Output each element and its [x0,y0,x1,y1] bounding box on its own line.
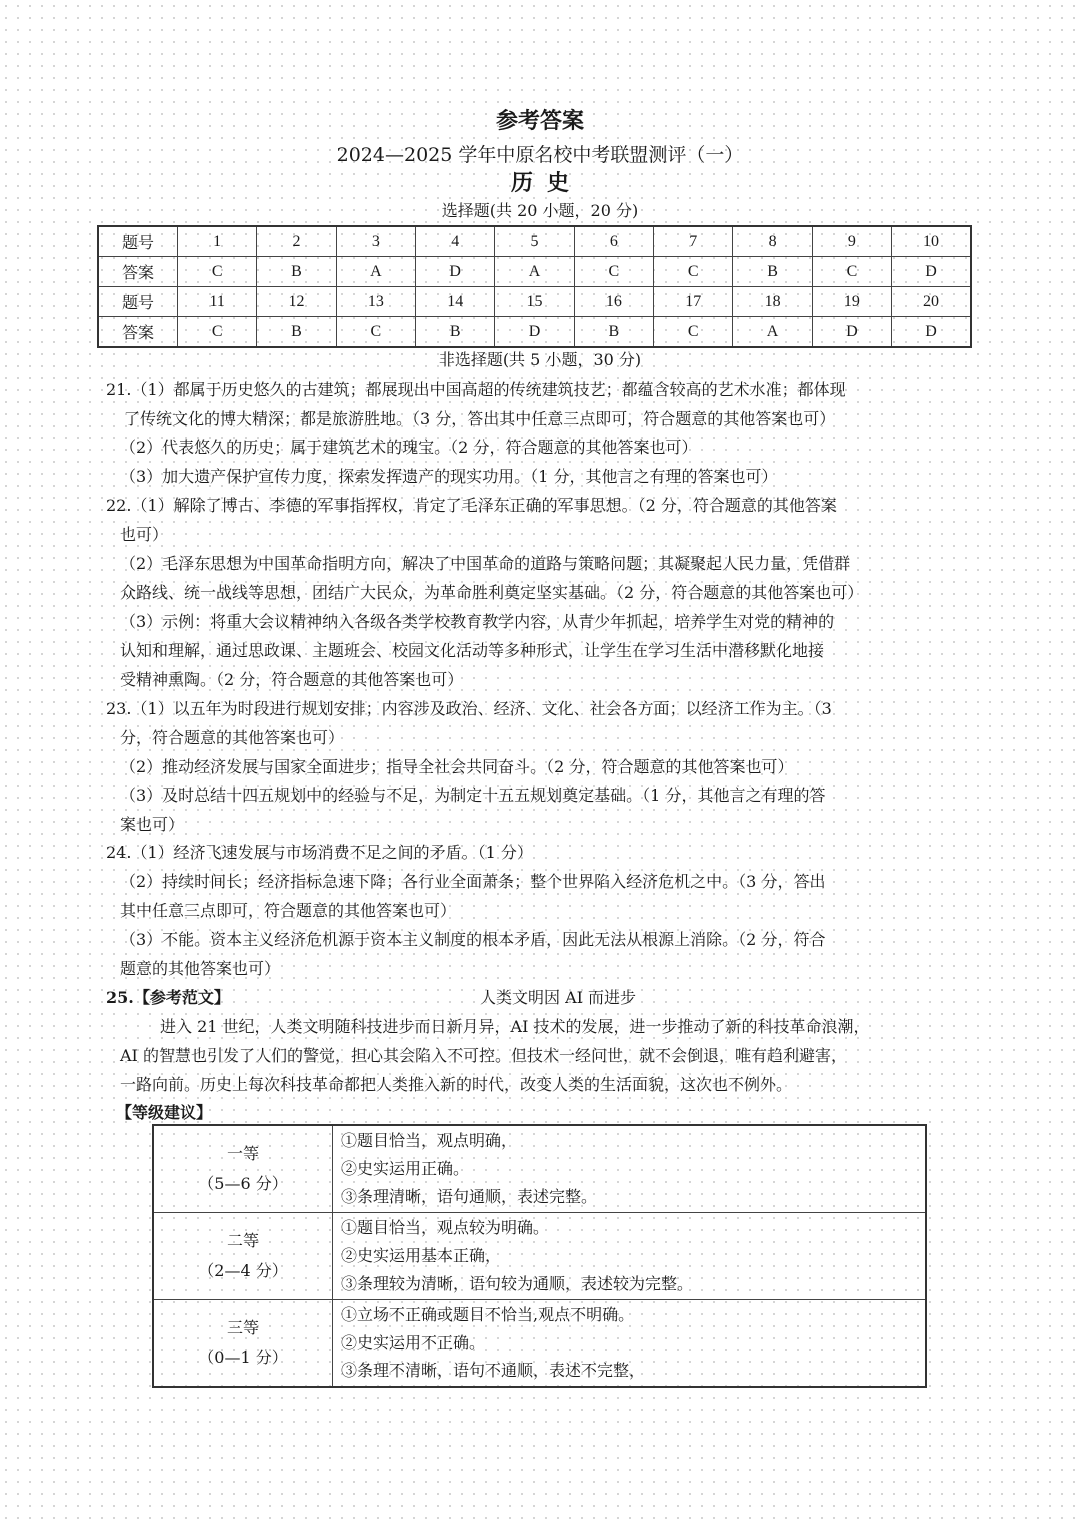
question-number: 19 [812,287,891,317]
answer-cell: B [416,317,495,348]
answer-line: 22.（1）解除了博古、李德的军事指挥权，肯定了毛泽东正确的军事思想。（2 分，符合题意的其他答案 [106,496,837,515]
answer-line: 案也可） [120,815,185,834]
exam-name: 2024—2025 学年中原名校中考联盟测评（一） [336,144,744,166]
criterion: ①立场不正确或题目不恰当,观点不明确。 [341,1305,635,1324]
row-label: 题号 [98,287,178,317]
answer-cell: D [495,317,574,348]
answer-cell: C [178,257,257,287]
answer-line: 其中任意三点即可，符合题意的其他答案也可） [120,901,457,920]
grade-range: （0—1 分） [198,1348,288,1367]
answer-line: 了传统文化的博大精深；都是旅游胜地。（3 分，答出其中任意三点即可，符合题意的其他答案也可） [124,409,836,428]
question-number: 18 [733,287,812,317]
answer-cell: D [892,257,971,287]
row-label: 题号 [98,226,178,257]
question-number: 16 [574,287,653,317]
answer-cell: B [257,257,336,287]
grading-table [152,1124,927,1388]
essay-line: 一路向前。历史上每次科技革命都把人类推入新的时代，改变人类的生活面貌，这次也不例外。 [120,1075,793,1094]
answer-line: （2）持续时间长；经济指标急速下降；各行业全面萧条；整个世界陷入经济危机之中。（3 分，答出 [120,872,826,891]
grade-criteria-cell [333,1125,927,1213]
question-number: 5 [495,226,574,257]
answer-cell: B [733,257,812,287]
answer-cell: C [336,317,415,348]
grade-row-2 [153,1213,926,1300]
question-number: 15 [495,287,574,317]
grade-level-cell [153,1300,333,1388]
grade-heading: 【等级建议】 [116,1103,213,1122]
answer-cell: C [574,257,653,287]
criterion: ①题目恰当，观点较为明确。 [341,1218,550,1237]
answer-line: 也可） [120,525,169,544]
answer-line: 23.（1）以五年为时段进行规划安排；内容涉及政治、经济、文化、社会各方面；以经济工作为主。（3 [106,699,832,718]
criterion: ①题目恰当，观点明确， [341,1131,518,1150]
answer-cell: C [654,257,733,287]
answer-line: （3）示例：将重大会议精神纳入各级各类学校教育教学内容，从青少年抓起，培养学生对党的精神的 [120,612,835,631]
grade-criteria-cell [333,1300,927,1388]
answer-line: 认知和理解，通过思政课、主题班会、校园文化活动等多种形式，让学生在学习生活中潜移默化地接 [120,641,825,660]
question-number: 12 [257,287,336,317]
grade-range: （2—4 分） [198,1261,288,1280]
grade-row-1 [153,1125,926,1213]
question-number: 1 [178,226,257,257]
answer-cell: D [812,317,891,348]
answer-line: 分，符合题意的其他答案也可） [120,728,345,747]
grade-level: 二等 [226,1231,259,1250]
question-number: 20 [892,287,971,317]
criterion: ②史实运用不正确。 [341,1333,486,1352]
grade-level: 一等 [226,1144,259,1163]
grade-level-cell [153,1213,333,1300]
question-number: 4 [416,226,495,257]
answer-cell: C [654,317,733,348]
row-label: 答案 [98,257,178,287]
essay-line: AI 的智慧也引发了人们的警觉，担心其会陷入不可控。但技术一经问世，就不会倒退，唯有趋利避害， [120,1046,847,1065]
doc-title: 参考答案 [495,108,584,134]
answer-line: 21.（1）都属于历史悠久的古建筑；都展现出中国高超的传统建筑技艺；都蕴含较高的艺术水准；都体现 [106,380,846,399]
table-row-answers-1 [98,257,971,287]
grade-level-cell [153,1125,333,1213]
answer-cell: D [416,257,495,287]
criterion: ②史实运用正确。 [341,1159,470,1178]
criterion: ③条理清晰，语句通顺，表述完整。 [341,1187,598,1206]
answer-line: 题意的其他答案也可） [120,959,281,978]
grade-row-3 [153,1300,926,1388]
answer-cell: B [574,317,653,348]
criterion: ③条理不清晰，语句不通顺，表述不完整， [341,1361,646,1380]
mc-heading: 选择题(共 20 小题，20 分) [441,201,639,220]
table-row-numbers-2 [98,287,971,317]
table-row-numbers-1 [98,226,971,257]
question-number: 13 [336,287,415,317]
question-number: 6 [574,226,653,257]
answer-cell: A [733,317,812,348]
answer-cell: C [178,317,257,348]
answer-line: （3）不能。资本主义经济危机源于资本主义制度的根本矛盾，因此无法从根源上消除。（2 分，符合 [120,930,826,949]
answer-cell: C [812,257,891,287]
question-number: 17 [654,287,733,317]
answer-cell: A [336,257,415,287]
answer-line: （2）推动经济发展与国家全面进步；指导全社会共同奋斗。（2 分，符合题意的其他答案也可） [120,757,794,776]
multiple-choice-answer-table [97,225,972,348]
answer-line: 受精神熏陶。（2 分，符合题意的其他答案也可） [120,670,464,689]
criterion: ③条理较为清晰，语句较为通顺，表述较为完整。 [341,1274,694,1293]
row-label: 答案 [98,317,178,348]
subject-title: 历史 [510,170,583,196]
essay-title: 人类文明因 AI 而进步 [480,988,637,1007]
grade-level: 三等 [226,1318,259,1337]
answer-cell: D [892,317,971,348]
essay-line: 进入 21 世纪，人类文明随科技进步而日新月异，AI 技术的发展，进一步推动了新的科技革命浪潮， [160,1017,870,1036]
reference-essay-label: 25.【参考范文】 [106,988,230,1007]
question-number: 11 [178,287,257,317]
answer-line: 众路线、统一战线等思想，团结广大民众，为革命胜利奠定坚实基础。（2 分，符合题意的其他答案也可） [120,583,864,602]
question-number: 3 [336,226,415,257]
answer-line: （2）代表悠久的历史；属于建筑艺术的瑰宝。（2 分，符合题意的其他答案也可） [120,438,698,457]
table-row-answers-2 [98,317,971,348]
question-number: 2 [257,226,336,257]
answer-cell: A [495,257,574,287]
answer-line: （3）加大遗产保护宣传力度，探索发挥遗产的现实功用。（1 分，其他言之有理的答案也可） [120,467,778,486]
question-number: 10 [892,226,971,257]
grade-range: （5—6 分） [198,1174,288,1193]
question-number: 7 [654,226,733,257]
criterion: ②史实运用基本正确， [341,1246,502,1265]
question-number: 8 [733,226,812,257]
non-mc-heading: 非选择题(共 5 小题，30 分) [438,350,642,369]
question-number: 14 [416,287,495,317]
answer-cell: B [257,317,336,348]
question-number: 9 [812,226,891,257]
answer-line: （2）毛泽东思想为中国革命指明方向，解决了中国革命的道路与策略问题；其凝聚起人民力量，凭借群 [120,554,851,573]
answer-line: （3）及时总结十四五规划中的经验与不足，为制定十五五规划奠定基础。（1 分，其他言之有理的答 [120,786,826,805]
answer-line: 24.（1）经济飞速发展与市场消费不足之间的矛盾。（1 分） [106,843,533,862]
grade-criteria-cell [333,1213,927,1300]
